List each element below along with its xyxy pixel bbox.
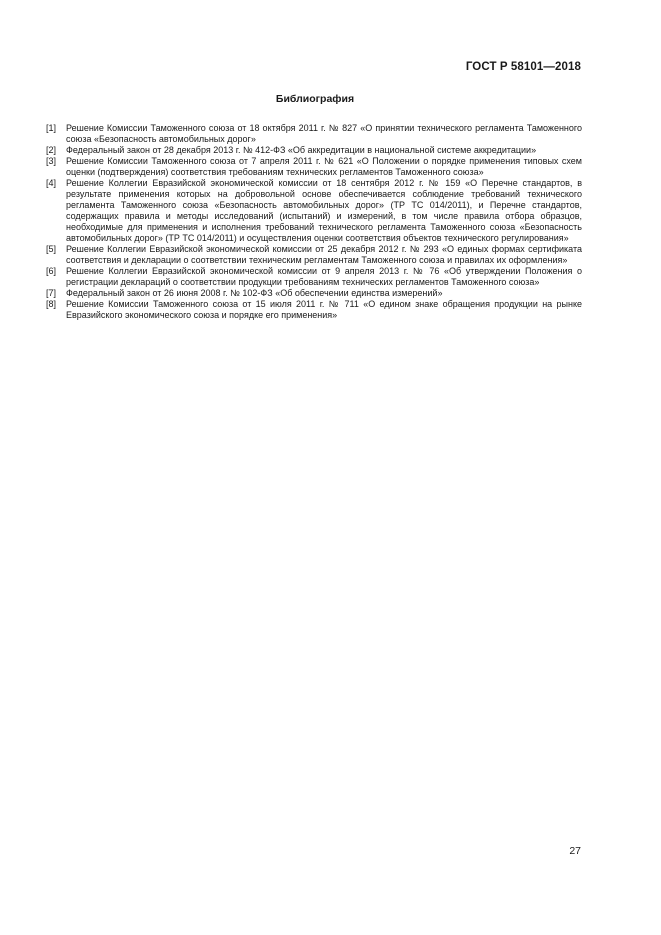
entry-number: [4] — [46, 178, 57, 188]
entry-text: Решение Коллегии Евразийской экономической комиссии от 9 апреля 2013 г. № 76 «Об утверждении Положения о регистрации деклараций о соответствии продукции требованиям технических регламентов Таможенного союза» — [66, 266, 582, 287]
entry-text: Решение Комиссии Таможенного союза от 7 апреля 2011 г. № 621 «О Положении о порядке применения типовых схем оценки (подтверждения) соответствия требованиям технических регламентов Таможенного союза» — [66, 156, 582, 177]
bibliography-entry — [46, 178, 582, 244]
bibliography-entry — [46, 156, 582, 178]
page-number: 27 — [569, 845, 581, 857]
bibliography-entry — [46, 145, 582, 156]
entry-text: Решение Комиссии Таможенного союза от 18 октября 2011 г. № 827 «О принятии технического регламента Таможенного союза «Безопасность автомобильных дорог» — [66, 123, 582, 144]
entry-text: Решение Коллегии Евразийской экономической комиссии от 25 декабря 2012 г. № 293 «О единых формах сертификата соответствия и декларации о соответствии техническим регламентам Таможенного союза и правилах их оформления» — [66, 244, 582, 265]
entry-text: Решение Коллегии Евразийской экономической комиссии от 18 сентября 2012 г. № 159 «О Перечне стандартов, в результате применения которых на добровольной основе обеспечивается соблюдение требований технического регламента Таможенного союза «Безопасность автомобильных дорог» (ТР ТС 014/2011), и Перечне стандартов, содержащих правила и методы исследований (испытаний) и измерений, в том числе правила отбора образцов, необходимые для применения и исполнения требований технического регламента Таможенного союза «Безопасность автомобильных дорог» (ТР ТС 014/2011) и осуществления оценки соответствия объектов технического регулирования» — [66, 178, 582, 243]
entry-number: [2] — [46, 145, 57, 155]
entry-number: [7] — [46, 288, 57, 298]
bibliography-entry — [46, 288, 582, 299]
bibliography-entry — [46, 299, 582, 321]
entry-text: Федеральный закон от 28 декабря 2013 г. № 412-ФЗ «Об аккредитации в национальной системе аккредитации» — [66, 145, 537, 155]
entry-number: [5] — [46, 244, 57, 254]
document-code: ГОСТ Р 58101—2018 — [465, 61, 581, 73]
bibliography-entry — [46, 266, 582, 288]
entry-number: [6] — [46, 266, 57, 276]
bibliography-entry — [46, 123, 582, 145]
bibliography-title: Библиография — [275, 93, 355, 105]
entry-number: [8] — [46, 299, 57, 309]
bibliography-entry — [46, 244, 582, 266]
entry-text: Решение Комиссии Таможенного союза от 15 июля 2011 г. № 711 «О едином знаке обращения продукции на рынке Евразийского экономического союза и порядке его применения» — [66, 299, 582, 320]
entry-number: [3] — [46, 156, 57, 166]
entry-text: Федеральный закон от 26 июня 2008 г. № 102-ФЗ «Об обеспечении единства измерений» — [66, 288, 443, 298]
bibliography-list — [46, 123, 582, 321]
entry-number: [1] — [46, 123, 57, 133]
